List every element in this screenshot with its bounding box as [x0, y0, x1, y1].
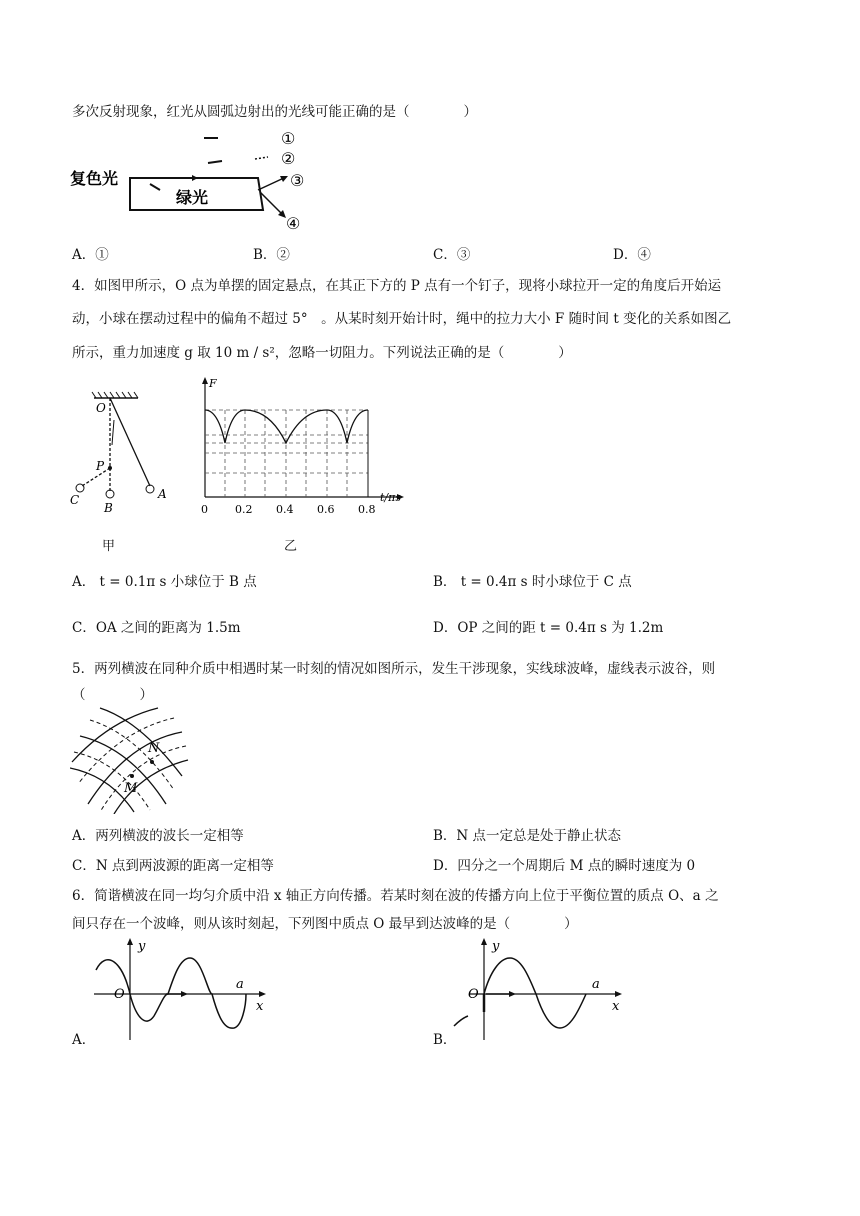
point-n-label: N: [148, 741, 160, 756]
q4-stem-1: 4．如图甲所示，O 点为单摆的固定悬点，在其正下方的 P 点有一个钉子，现将小球拉开一定的角度后开始运: [72, 278, 722, 294]
tick-0.4: 0.4: [276, 503, 294, 515]
graph-a-x: x: [256, 999, 264, 1014]
graph-b-x: x: [612, 999, 620, 1014]
tick-0.6: 0.6: [317, 503, 335, 515]
graph-xlabel: t/πs: [380, 491, 402, 504]
q5-option-a[interactable]: A．两列横波的波长一定相等: [72, 828, 244, 844]
caption-yi: 乙: [284, 539, 298, 554]
tick-0.2: 0.2: [235, 503, 253, 515]
q5-stem-1: 5．两列横波在同种介质中相遇时某一时刻的情况如图所示，发生干涉现象，实线球波峰，虚线表示波谷，则: [72, 661, 716, 677]
tick-0: 0: [201, 503, 208, 515]
q4-pendulum-figure: [66, 390, 176, 520]
q4-stem-2: 动，小球在摆动过程中的偏角不超过 5° 。从某时刻开始计时，绳中的拉力大小 F 随时间 t 变化的关系如图乙: [72, 311, 732, 327]
q6-stem-2: 间只存在一个波峰，则从该时刻起，下列图中质点 O 最早到达波峰的是（ ）: [72, 916, 578, 932]
graph-ylabel: F: [209, 377, 217, 390]
graph-a-point-a: a: [236, 977, 244, 992]
q4-stem-3: 所示，重力加速度 g 取 10 m / s²，忽略一切阻力。下列说法正确的是（ ）: [72, 345, 572, 361]
graph-b-y: y: [492, 939, 500, 954]
q4-option-b[interactable]: B． t = 0.4π s 时小球位于 C 点: [433, 574, 632, 590]
q3-ray2: ②: [281, 149, 296, 168]
point-m-label: M: [124, 781, 138, 796]
graph-b-point-a: a: [592, 977, 600, 992]
q6-graph-b: [450, 936, 630, 1044]
q4-force-time-graph: [190, 375, 430, 515]
q3-composite-label: 复色光: [70, 169, 119, 188]
q3-ray1: ①: [281, 129, 296, 148]
q3-ray4: ④: [286, 214, 301, 233]
q5-interference-figure: [70, 706, 190, 814]
caption-jia: 甲: [102, 539, 116, 554]
q4-option-c[interactable]: C．OA 之间的距离为 1.5m: [72, 620, 241, 636]
q5-option-b[interactable]: B．N 点一定总是处于静止状态: [433, 828, 622, 844]
q5-stem-2: （ ）: [72, 687, 153, 703]
point-c-label: C: [70, 493, 80, 507]
q6-graph-a: [90, 936, 270, 1044]
q3-option-b[interactable]: B．②: [253, 247, 290, 263]
graph-a-origin: O: [114, 987, 125, 1002]
q3-option-d[interactable]: D．④: [613, 247, 651, 263]
q3-ray3: ③: [290, 171, 305, 190]
graph-a-y: y: [138, 939, 146, 954]
q6-option-a[interactable]: A．: [72, 1032, 96, 1048]
q6-stem-1: 6．简谐横波在同一均匀介质中沿 x 轴正方向传播。若某时刻在波的传播方向上位于平衡位置的质点 O、a 之: [72, 888, 719, 904]
q3-green-label: 绿光: [176, 188, 209, 207]
graph-b-origin: O: [468, 987, 479, 1002]
q3-figure: [68, 128, 328, 236]
q6-option-b[interactable]: B．: [433, 1032, 457, 1048]
point-a-label: A: [158, 487, 167, 501]
q4-option-d[interactable]: D．OP 之间的距 t = 0.4π s 为 1.2m: [433, 620, 664, 636]
q5-option-d[interactable]: D．四分之一个周期后 M 点的瞬时速度为 0: [433, 858, 696, 874]
q3-option-c[interactable]: C．③: [433, 247, 471, 263]
q3-option-a[interactable]: A．①: [72, 247, 109, 263]
tick-0.8: 0.8: [358, 503, 376, 515]
q4-option-a[interactable]: A． t = 0.1π s 小球位于 B 点: [72, 574, 257, 590]
point-b-label: B: [104, 501, 113, 515]
q3-stem: 多次反射现象，红光从圆弧边射出的光线可能正确的是（ ）: [72, 104, 477, 120]
q5-option-c[interactable]: C．N 点到两波源的距离一定相等: [72, 858, 274, 874]
point-o-label: O: [96, 401, 106, 415]
point-p-label: P: [96, 459, 105, 473]
